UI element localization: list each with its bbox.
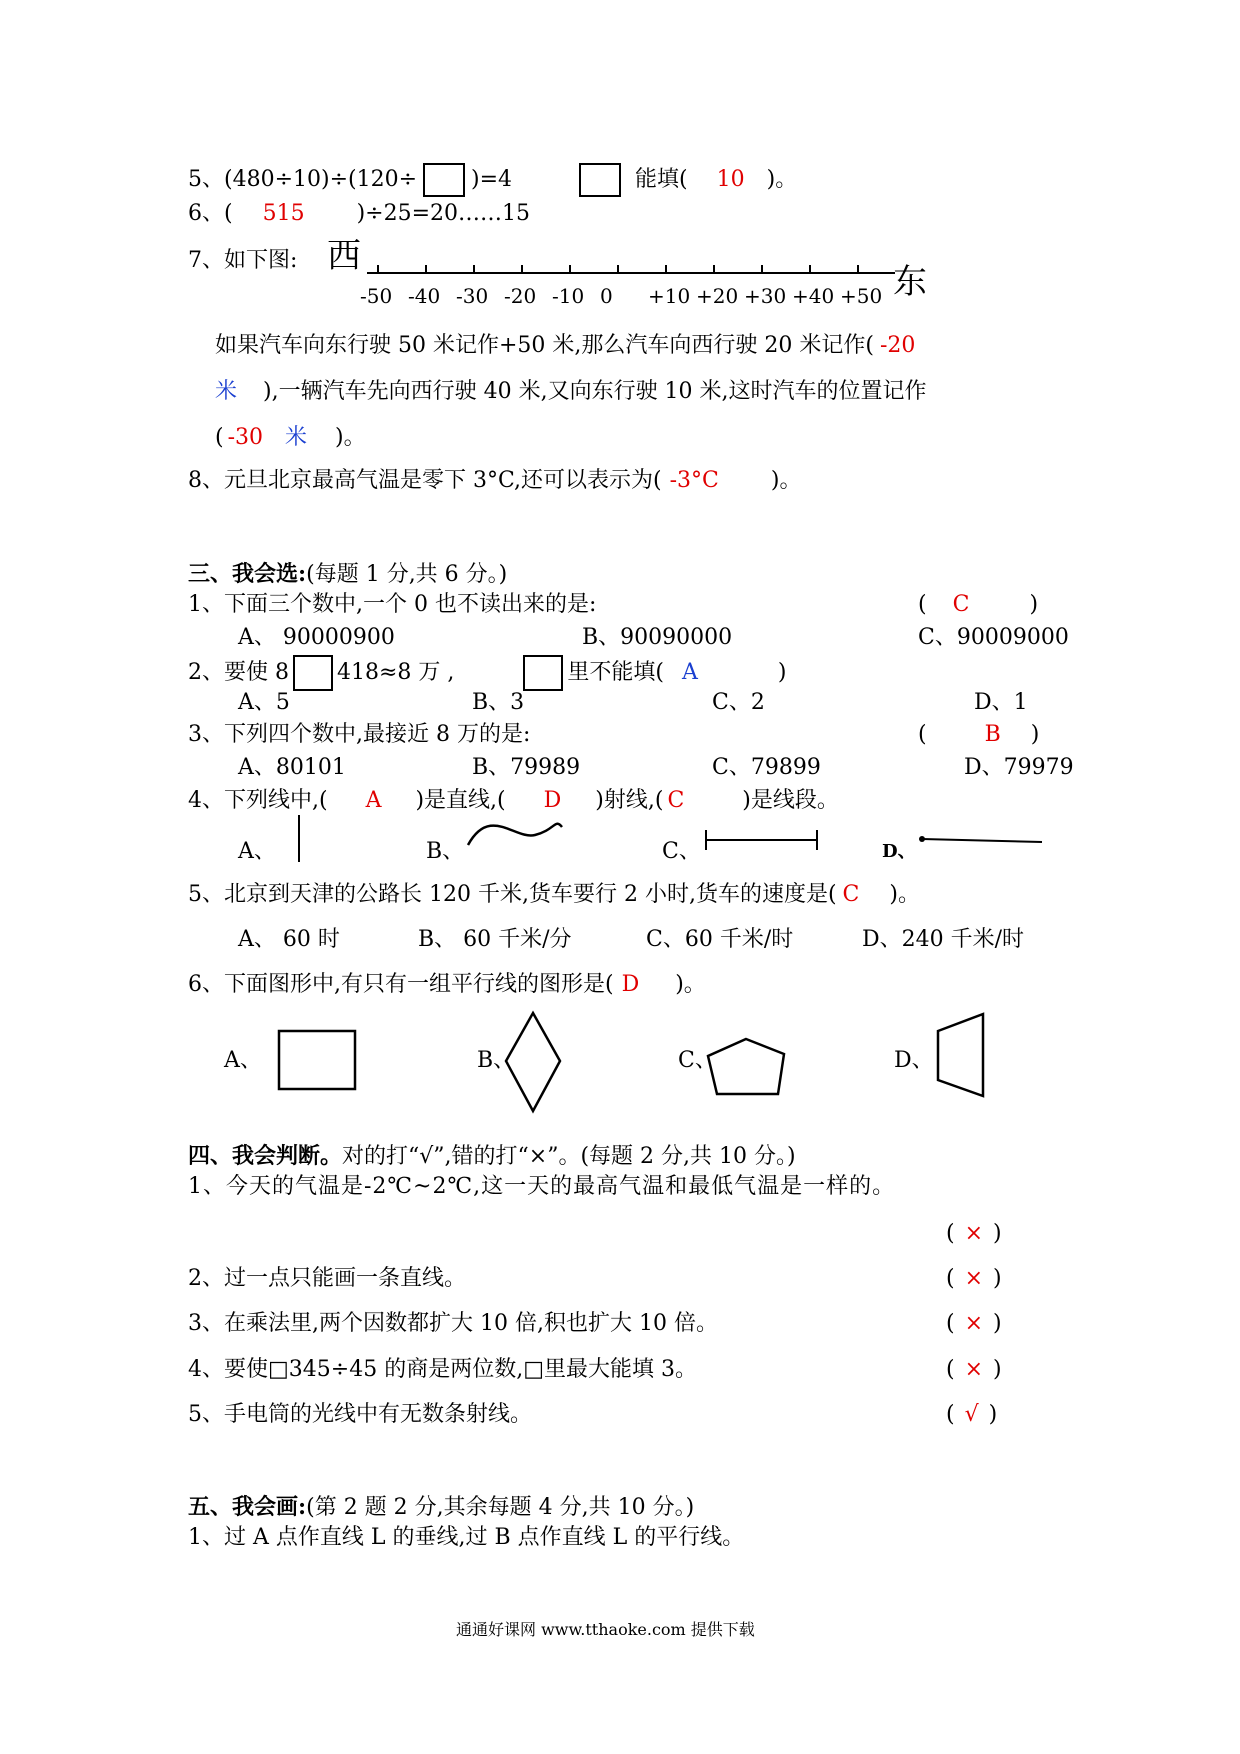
s3-q4-answer-3: C — [667, 788, 685, 813]
number-line-tick-label: -20 — [504, 284, 537, 308]
s3-q2-opt-a: A、5 — [238, 690, 290, 715]
section5-heading — [188, 1492, 694, 1523]
trapezoid-figure — [938, 1014, 983, 1096]
s3-q2-opt-b: B、3 — [472, 690, 525, 715]
s3-q1-answer: ( C ) — [918, 592, 1039, 617]
s4-item-1-answer: ( × ) — [946, 1221, 1002, 1246]
s4-item-1-mark: × — [964, 1221, 984, 1246]
s3-q6-text-b: )。 — [675, 972, 706, 997]
s3-q2-text-b: 418≈8 万 , — [337, 660, 455, 685]
s3-q6-opt-d: D、 — [894, 1048, 934, 1073]
s3-q5-opt-b: B、 60 千米/分 — [418, 927, 572, 952]
s4-item-2-mark: × — [964, 1266, 984, 1291]
q7-label: 7、如下图: — [188, 248, 298, 273]
number-line-tick-label: +40 — [792, 284, 835, 308]
number-line-tick-label: -50 — [360, 284, 393, 308]
section3-note: (每题 1 分,共 6 分。) — [306, 562, 508, 587]
q8-answer: -3°C — [669, 468, 719, 493]
s3-q5-opt-c: C、60 千米/时 — [646, 927, 794, 952]
rectangle-figure — [279, 1031, 355, 1089]
rhombus-figure — [506, 1013, 560, 1111]
q7-text-2: ),一辆汽车先向西行驶 40 米,又向东行驶 10 米,这时汽车的位置记作 — [263, 379, 927, 404]
s3-q6-opt-b: B、 — [477, 1048, 516, 1073]
s3-q4-text-c: )射线,( — [595, 788, 664, 813]
section5-note: (第 2 题 2 分,其余每题 4 分,共 10 分。) — [306, 1495, 695, 1520]
number-line-east: 东 — [893, 262, 927, 302]
s3-q5-text-b: )。 — [889, 882, 920, 907]
pentagon-figure — [708, 1039, 784, 1094]
s3-q1-opt-a: A、 90000900 — [238, 625, 395, 650]
s3-q4-opt-d: D、 — [882, 841, 916, 862]
s3-q2-text-c: 里不能填( — [567, 660, 664, 685]
s4-item-3: 3、在乘法里,两个因数都扩大 10 倍,积也扩大 10 倍。 — [188, 1311, 718, 1336]
s3-q4-answer-1: A — [365, 788, 382, 813]
number-line-tick-label: -10 — [552, 284, 585, 308]
s3-q4-opt-c: C、 — [662, 839, 701, 864]
s3-q1-opt-c: C、90009000 — [918, 625, 1069, 650]
number-line-tick-label: -40 — [408, 284, 441, 308]
q7-answer-1b: 米 — [215, 379, 238, 404]
s3-q4-text-d: )是线段。 — [742, 788, 839, 813]
s3-q4-text-b: )是直线,( — [415, 788, 506, 813]
q7-answer-2b: 米 — [285, 425, 308, 450]
s5-q1: 1、过 A 点作直线 L 的垂线,过 B 点作直线 L 的平行线。 — [188, 1525, 745, 1550]
footer-text: 通通好课网 www.tthaoke.com 提供下载 — [456, 1620, 755, 1639]
q7-text-3a: ( — [215, 425, 224, 450]
s4-item-5-mark: √ — [964, 1402, 979, 1427]
number-line-tick-label: +20 — [696, 284, 739, 308]
s3-q3-answer-value: B — [984, 722, 1001, 747]
section4-note: 对的打“√”,错的打“×”。(每题 2 分,共 10 分。) — [342, 1144, 796, 1169]
q6-text-b: )÷25=20……15 — [356, 201, 531, 226]
s3-q4-text-a: 4、下列线中,( — [188, 788, 328, 813]
s3-q3: 3、下列四个数中,最接近 8 万的是: — [188, 722, 531, 747]
s3-q2-answer: A — [682, 660, 698, 685]
q7-answer-2a: -30 — [227, 425, 264, 450]
q5-answer: 10 — [716, 167, 745, 192]
q5-text-a: 5、(480÷10)÷(120÷ — [188, 167, 418, 192]
s3-q6-opt-a: A、 — [224, 1048, 262, 1073]
q8-text-a: 8、元旦北京最高气温是零下 3°C,还可以表示为( — [188, 468, 662, 493]
s3-q1: 1、下面三个数中,一个 0 也不读出来的是: — [188, 592, 597, 617]
number-line-tick-label: +30 — [744, 284, 787, 308]
s4-item-4: 4、要使□345÷45 的商是两位数,□里最大能填 3。 — [188, 1357, 697, 1382]
s4-item-3-answer: ( × ) — [946, 1311, 1002, 1336]
q7-text-1: 如果汽车向东行驶 50 米记作+50 米,那么汽车向西行驶 20 米记作( — [215, 333, 874, 358]
number-line-tick-label: -30 — [456, 284, 489, 308]
section4-heading — [188, 1141, 796, 1172]
section3-title: 三、我会选: — [188, 561, 307, 587]
s3-q5-answer: C — [842, 882, 860, 907]
q6-answer: 515 — [262, 201, 305, 226]
s3-q4-opt-b: B、 — [426, 839, 465, 864]
s3-q3-opt-d: D、79979 — [964, 755, 1074, 780]
s4-item-5: 5、手电筒的光线中有无数条射线。 — [188, 1402, 532, 1427]
s3-q6-opt-c: C、 — [678, 1048, 717, 1073]
s3-q6-answer: D — [621, 972, 640, 997]
s3-q1-answer-value: C — [952, 592, 970, 617]
s3-q4-answer-2: D — [543, 788, 562, 813]
number-line-west: 西 — [327, 236, 361, 276]
s3-q3-opt-c: C、79899 — [712, 755, 821, 780]
number-line-tick-label: 0 — [600, 284, 613, 308]
s3-q3-opt-b: B、79989 — [472, 755, 581, 780]
s3-q2-opt-c: C、2 — [712, 690, 765, 715]
number-line-tick-label: +50 — [840, 284, 883, 308]
section4-title: 四、我会判断。 — [188, 1143, 343, 1169]
s4-item-3-mark: × — [964, 1311, 984, 1336]
s3-q3-opt-a: A、80101 — [238, 755, 346, 780]
q7-text-3b: )。 — [335, 425, 366, 450]
s4-item-5-answer: ( √ ) — [946, 1402, 998, 1427]
s3-q2-text-d: ) — [777, 660, 787, 685]
q6-text-a: 6、( — [188, 201, 233, 226]
s3-q2-text-a: 2、要使 8 — [188, 660, 289, 685]
s4-item-2-answer: ( × ) — [946, 1266, 1002, 1291]
section5-title: 五、我会画: — [188, 1494, 307, 1520]
s3-q2-opt-d: D、1 — [974, 690, 1028, 715]
q8-text-b: )。 — [770, 468, 802, 493]
s4-item-1: 1、今天的气温是-2℃~2℃,这一天的最高气温和最低气温是一样的。 — [188, 1174, 896, 1199]
s3-q3-answer: ( B ) — [918, 722, 1040, 747]
q5-text-d: )。 — [766, 167, 798, 192]
q5-text-b: )=4 — [471, 167, 513, 192]
s3-q4-opt-a: A、 — [238, 839, 276, 864]
s3-q5-opt-d: D、240 千米/时 — [862, 927, 1025, 952]
s4-item-2: 2、过一点只能画一条直线。 — [188, 1266, 466, 1291]
s3-q1-opt-b: B、90090000 — [582, 625, 733, 650]
s3-q5-opt-a: A、 60 时 — [238, 927, 340, 952]
q5-text-c: 能填( — [635, 167, 688, 192]
s3-q6-text-a: 6、下面图形中,有只有一组平行线的图形是( — [188, 972, 614, 997]
number-line-tick-label: +10 — [648, 284, 691, 308]
s4-item-4-answer: ( × ) — [946, 1357, 1002, 1382]
q7-answer-1a: -20 — [879, 333, 916, 358]
s3-q5-text-a: 5、北京到天津的公路长 120 千米,货车要行 2 小时,货车的速度是( — [188, 882, 837, 907]
s4-item-4-mark: × — [964, 1357, 984, 1382]
